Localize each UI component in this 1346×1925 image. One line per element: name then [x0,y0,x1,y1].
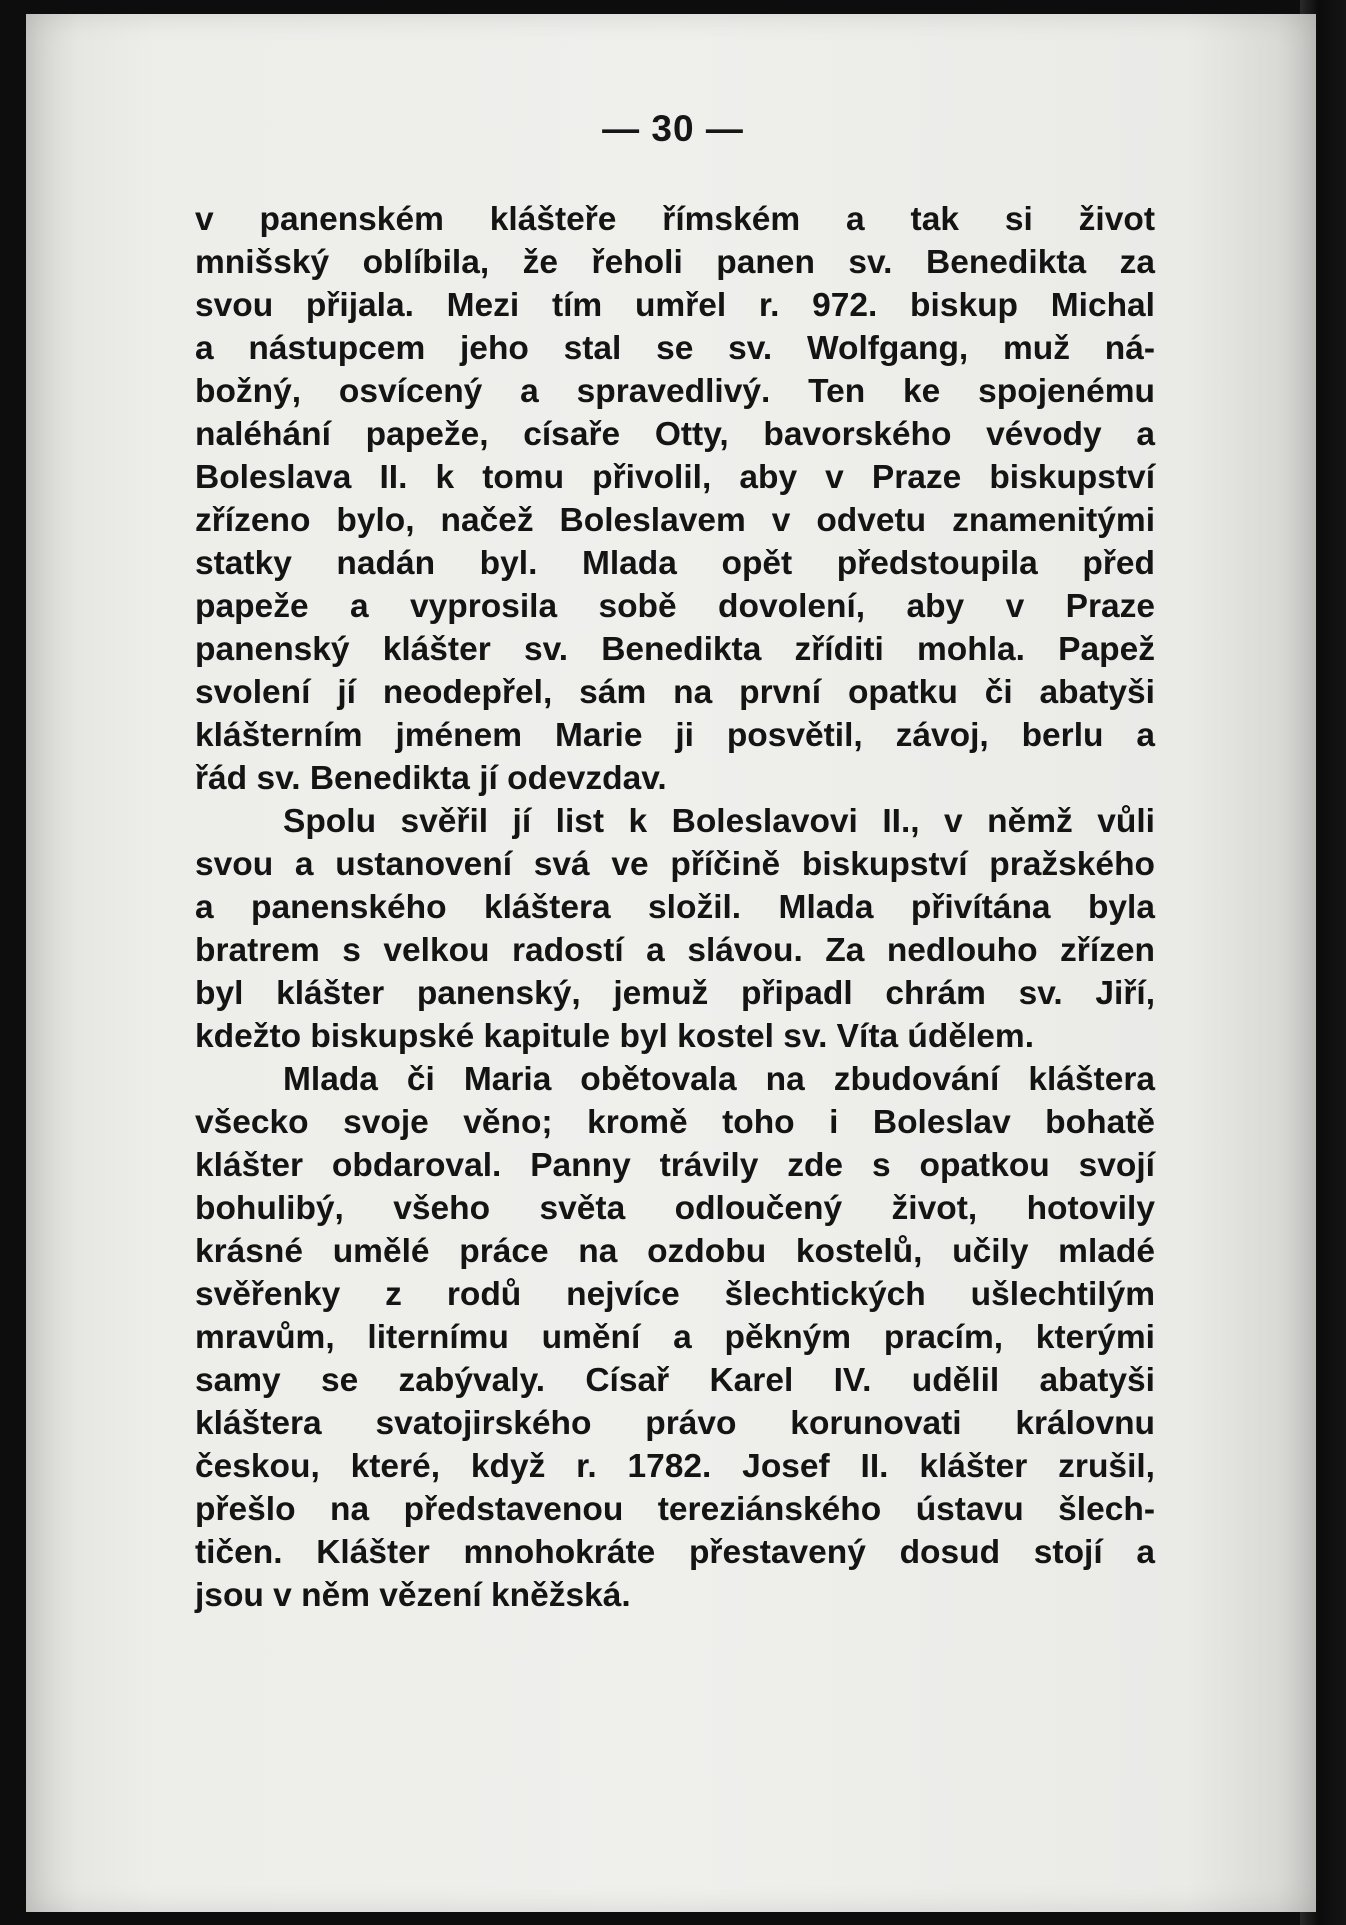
text-line: a nástupcem jeho stal se sv. Wolfgang, muž ná- [195,330,1155,367]
text-line: božný, osvícený a spravedlivý. Ten ke spojenému [195,373,1155,410]
text-line: tičen. Klášter mnohokráte přestavený dosud stojí a [195,1534,1155,1571]
text-line: a panenského kláštera složil. Mlada přivítána byla [195,889,1155,926]
text-line: svěřenky z rodů nejvíce šlechtických ušlechtilým [195,1276,1155,1313]
text-line: Mlada či Maria obětovala na zbudování kláštera [283,1061,1155,1098]
text-line: klášterním jménem Marie ji posvětil, závoj, berlu a [195,717,1155,754]
text-line: kdežto biskupské kapitule byl kostel sv. Víta údělem. [195,1018,1035,1055]
text-line: mnišský oblíbila, že řeholi panen sv. Benedikta za [195,244,1155,281]
text-line: přešlo na představenou tereziánského ústavu šlech- [195,1491,1155,1528]
text-line: českou, které, když r. 1782. Josef II. klášter zrušil, [195,1448,1155,1485]
text-line: panenský klášter sv. Benedikta zříditi mohla. Papež [195,631,1155,668]
text-line: statky nadán byl. Mlada opět předstoupila před [195,545,1155,582]
text-line: řád sv. Benedikta jí odevzdav. [195,760,667,797]
text-line: Spolu svěřil jí list k Boleslavovi II., v němž vůli [283,803,1155,840]
text-line: všecko svoje věno; kromě toho i Boleslav bohatě [195,1104,1155,1141]
text-line: jsou v něm vězení kněžská. [195,1577,631,1614]
text-line: kláštera svatojirského právo korunovati královnu [195,1405,1155,1442]
text-line: Boleslava II. k tomu přivolil, aby v Praze biskupství [195,459,1155,496]
text-line: mravům, liternímu umění a pěkným pracím, kterými [195,1319,1155,1356]
text-line: zřízeno bylo, načež Boleslavem v odvetu znamenitými [195,502,1155,539]
text-line: v panenském klášteře římském a tak si život [195,201,1155,238]
text-line: byl klášter panenský, jemuž připadl chrám sv. Jiří, [195,975,1155,1012]
page-number: — 30 — [602,108,744,149]
text-line: klášter obdaroval. Panny trávily zde s opatkou svojí [195,1147,1155,1184]
text-line: svolení jí neodepřel, sám na první opatku či abatyši [195,674,1155,711]
body-text [195,198,1155,1617]
text-line: svou přijala. Mezi tím umřel r. 972. biskup Michal [195,287,1155,324]
text-line: naléhání papeže, císaře Otty, bavorského vévody a [195,416,1155,453]
text-line: krásné umělé práce na ozdobu kostelů, učily mladé [195,1233,1155,1270]
text-line: bohulibý, všeho světa odloučený život, hotovily [195,1190,1155,1227]
text-line: svou a ustanovení svá ve příčině biskupství pražského [195,846,1155,883]
text-line: samy se zabývaly. Císař Karel IV. udělil abatyši [195,1362,1155,1399]
text-line: bratrem s velkou radostí a slávou. Za nedlouho zřízen [195,932,1155,969]
text-line: papeže a vyprosila sobě dovolení, aby v Praze [195,588,1155,625]
